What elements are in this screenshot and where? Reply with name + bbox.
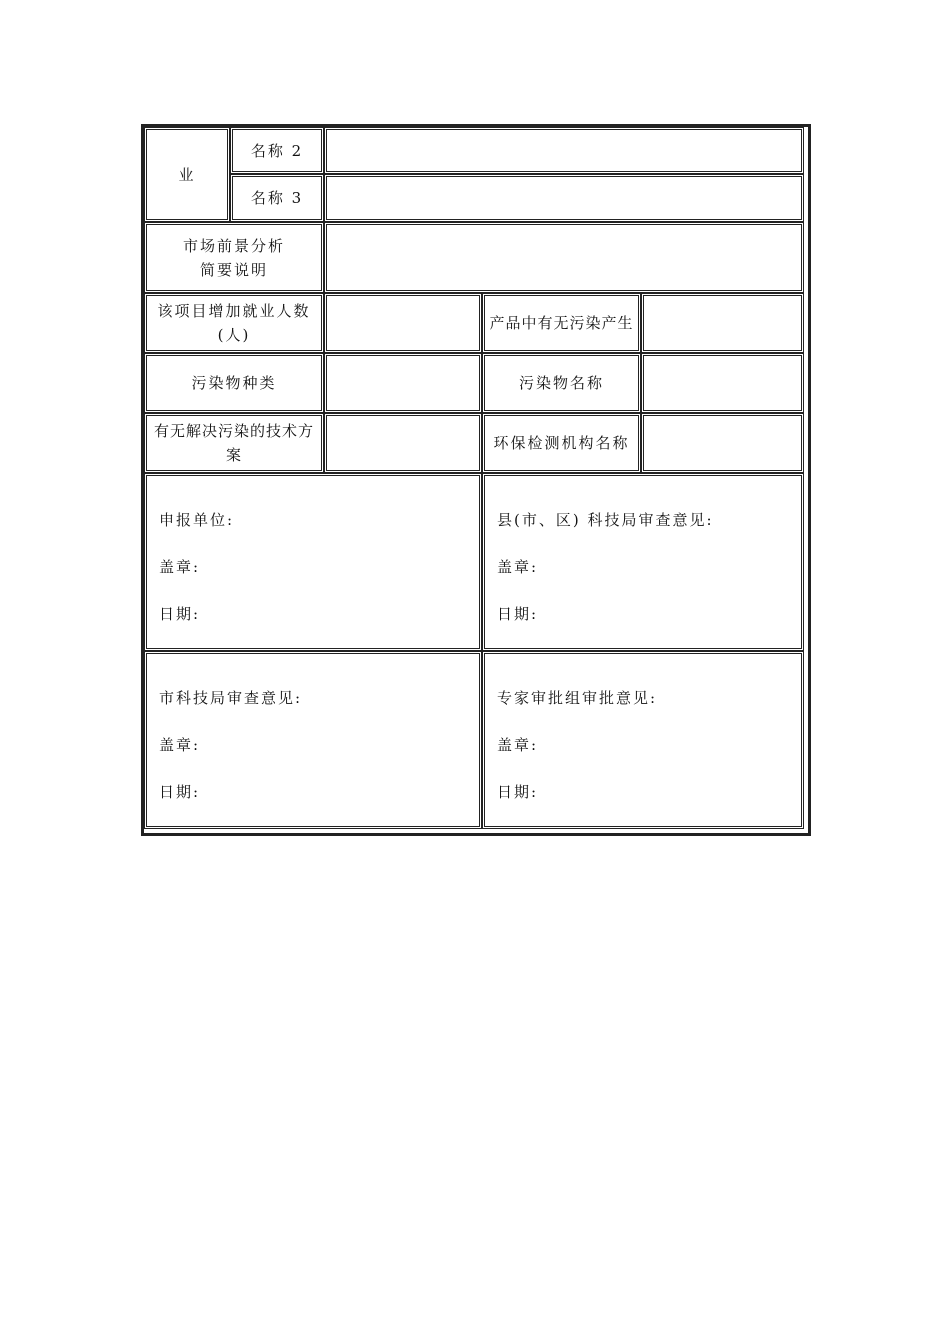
applicant-date: 日期: <box>159 605 201 623</box>
county-review-title: 县(市、区) 科技局审查意见: <box>497 511 714 529</box>
tech-plan-label-cell <box>146 415 322 471</box>
tech-plan-field[interactable] <box>326 415 480 471</box>
env-agency-label-cell <box>484 415 639 471</box>
pollutant-name-label: 污染物名称 <box>518 374 604 392</box>
market-label-line1: 市场前景分析 <box>182 236 285 255</box>
city-review-title: 市科技局审查意见: <box>159 689 303 707</box>
pollution-generated-label-cell <box>484 295 639 351</box>
expert-review-date: 日期: <box>497 783 539 801</box>
market-label-line2: 简要说明 <box>199 260 268 279</box>
name3-label-cell <box>232 176 322 220</box>
applicant-seal: 盖章: <box>159 558 201 576</box>
employment-field[interactable] <box>326 295 480 351</box>
employment-label-line1: 该项目增加就业人数 <box>157 302 311 320</box>
pollutant-name-field[interactable] <box>643 355 802 411</box>
county-review-seal: 盖章: <box>497 558 539 576</box>
tech-plan-label-line2: 案 <box>225 446 242 464</box>
name2-field[interactable] <box>326 129 802 172</box>
employment-label-cell <box>146 295 322 351</box>
employment-label-line2: (人) <box>217 326 251 344</box>
enterprise-label-cell <box>146 129 228 220</box>
pollutant-type-label-cell <box>146 355 322 411</box>
pollution-generated-field[interactable] <box>643 295 802 351</box>
applicant-title: 申报单位: <box>159 511 235 529</box>
city-review-seal: 盖章: <box>159 736 201 754</box>
county-review-box[interactable] <box>484 475 802 649</box>
name3-field[interactable] <box>326 176 802 220</box>
county-review-date: 日期: <box>497 605 539 623</box>
name2-label-cell <box>232 129 322 172</box>
applicant-opinion-box[interactable] <box>146 475 480 649</box>
city-review-box[interactable] <box>146 653 480 827</box>
env-agency-label: 环保检测机构名称 <box>493 434 630 452</box>
application-form-table <box>141 124 811 836</box>
expert-review-title: 专家审批组审批意见: <box>497 689 658 707</box>
pollutant-type-label: 污染物种类 <box>191 374 277 392</box>
expert-review-box[interactable] <box>484 653 802 827</box>
name3-label: 名称 3 <box>250 189 304 207</box>
pollutant-type-field[interactable] <box>326 355 480 411</box>
market-label-cell <box>146 224 322 291</box>
name2-label: 名称 2 <box>250 141 304 160</box>
enterprise-label: 业 <box>178 165 196 184</box>
expert-review-seal: 盖章: <box>497 736 539 754</box>
city-review-date: 日期: <box>159 783 201 801</box>
tech-plan-label-line1: 有无解决污染的技术方 <box>153 422 314 440</box>
env-agency-field[interactable] <box>643 415 802 471</box>
pollutant-name-label-cell <box>484 355 639 411</box>
market-field[interactable] <box>326 224 802 291</box>
pollution-generated-label: 产品中有无污染产生 <box>489 314 634 332</box>
